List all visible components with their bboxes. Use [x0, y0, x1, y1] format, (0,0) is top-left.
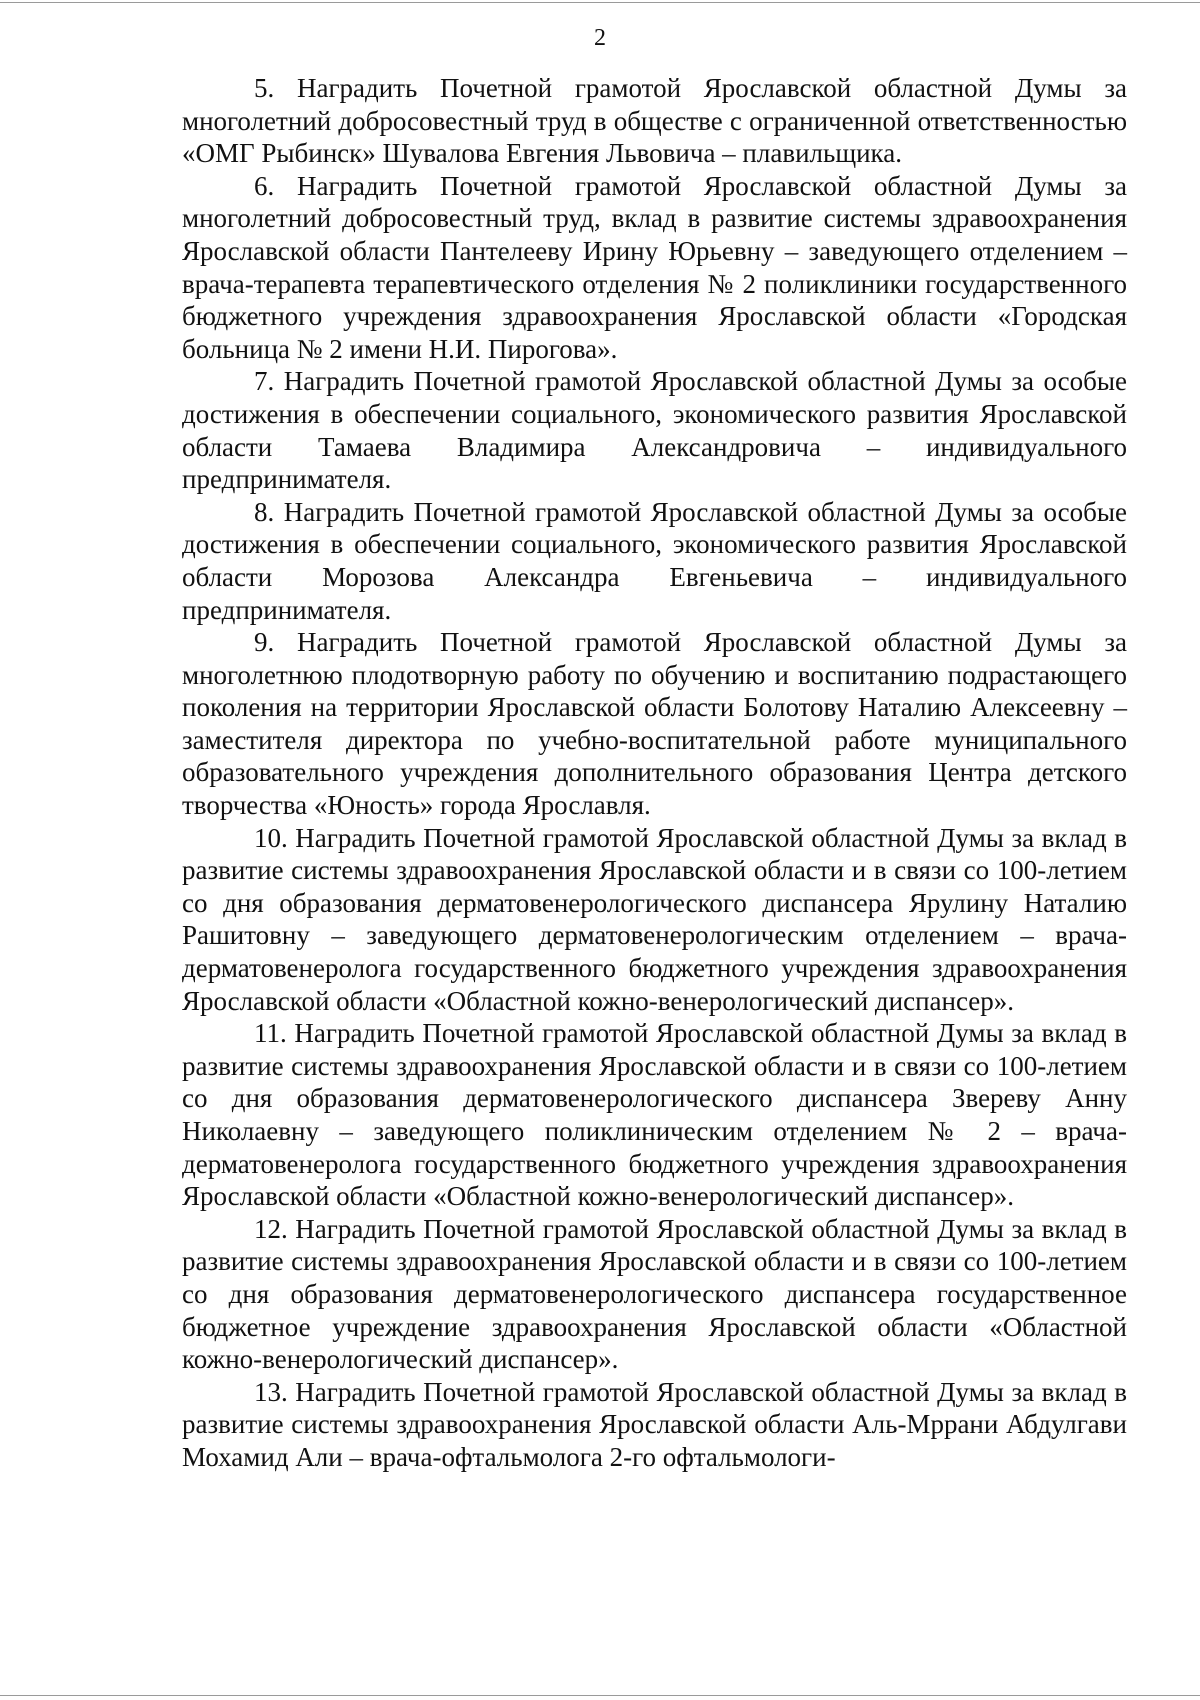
scan-bottom-edge — [0, 1695, 1200, 1696]
paragraph-item-5: 5. Наградить Почетной грамотой Ярославской областной Думы за многолетний добросовестный труд в обществе с ограниченной ответственностью «ОМГ Рыбинск» Шувалова Евгения Львовича – плавильщика. — [182, 73, 1127, 169]
paragraph-item-10: 10. Наградить Почетной грамотой Ярославской областной Думы за вклад в развитие системы здравоохранения Ярославской области и в связи со 100-летием со дня образования дерматовенерологического диспансера Ярулину Наталию Рашитовну – заведующего дерматовенерологическим отделением – врача-дерматовенеролога государственного бюджетного учреждения здравоохранения Ярославской области «Областной кожно-венерологический диспансер». — [182, 822, 1127, 1016]
page-number: 2 — [594, 25, 606, 51]
paragraph-item-8: 8. Наградить Почетной грамотой Ярославской областной Думы за особые достижения в обеспечении социального, экономического развития Ярославской области Морозова Александра Евгеньевича – индивидуального предпринимателя. — [182, 496, 1127, 625]
paragraph-item-11: 11. Наградить Почетной грамотой Ярославской областной Думы за вклад в развитие системы здравоохранения Ярославской области и в связи со 100-летием со дня образования дерматовенерологического диспансера Звереву Анну Николаевну – заведующего поликлиническим отделением № 2 – врача-дерматовенеролога государственного бюджетного учреждения здравоохранения Ярославской области «Областной кожно-венерологический диспансер». — [182, 1018, 1127, 1212]
document-body — [182, 72, 1127, 1474]
paragraph-item-7: 7. Наградить Почетной грамотой Ярославской областной Думы за особые достижения в обеспечении социального, экономического развития Ярославской области Тамаева Владимира Александровича – индивидуального предпринимателя. — [182, 366, 1127, 495]
scan-top-edge — [0, 2, 1200, 3]
paragraph-item-13: 13. Наградить Почетной грамотой Ярославской областной Думы за вклад в развитие системы здравоохранения Ярославской области Аль-Мррани Абдулгави Мохамид Али – врача-офтальмолога 2-го офтальмологи- — [182, 1376, 1127, 1472]
paragraph-item-9: 9. Наградить Почетной грамотой Ярославской областной Думы за многолетнюю плодотворную работу по обучению и воспитанию подрастающего поколения на территории Ярославской области Болотову Наталию Алексеевну – заместителя директора по учебно-воспитательной работе муниципального образовательного учреждения дополнительного образования Центра детского творчества «Юность» города Ярославля. — [182, 627, 1127, 821]
paragraph-item-12: 12. Наградить Почетной грамотой Ярославской областной Думы за вклад в развитие системы здравоохранения Ярославской области и в связи со 100-летием со дня образования дерматовенерологического диспансера государственное бюджетное учреждение здравоохранения Ярославской области «Областной кожно-венерологический диспансер». — [182, 1213, 1127, 1375]
paragraph-item-6: 6. Наградить Почетной грамотой Ярославской областной Думы за многолетний добросовестный труд, вклад в развитие системы здравоохранения Ярославской области Пантелееву Ирину Юрьевну – заведующего отделением – врача-терапевта терапевтического отделения № 2 поликлиники государственного бюджетного учреждения здравоохранения Ярославской области «Городская больница № 2 имени Н.И. Пирогова». — [182, 170, 1127, 364]
